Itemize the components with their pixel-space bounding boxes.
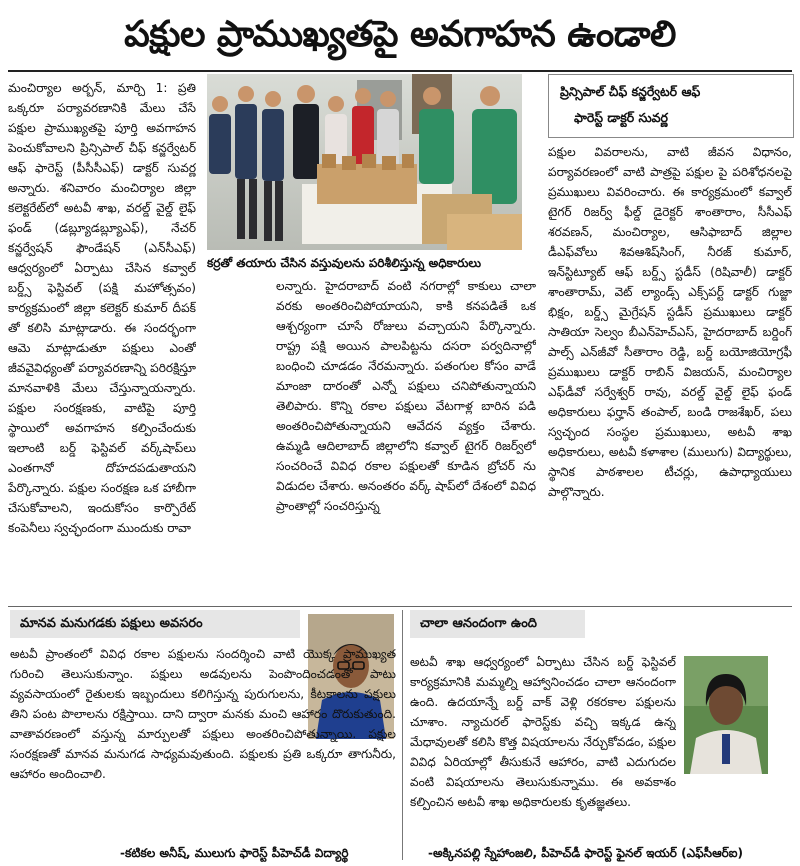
left-box-title: మానవ మనుగడకు పక్షులు అవసరం xyxy=(10,610,300,638)
article-column-2 xyxy=(276,276,536,598)
left-box-body: అటవీ ప్రాంతంలో వివిధ రకాల పక్షులను సందర్శించి వాటి యొక్క ప్రాముఖ్యత గురించి తెలుసుకున్నాం. పక్షులు అడవులను పెంపొందించడంతో పాటు వ్యవసాయంలో రైతులకు ఇబ్బందులు కలిగిస్తున్న పురుగులను, కీటకాలను పక్షులు తిని పంట పొలాలను రక్షిస్తాయి. దాని ద్వారా మనకు మంచి ఆహారం దొరుకుతుంది. వాతావరణంలో వస్తున్న మార్పులతో పక్షులు అంతరించిపోతున్నాయి. పక్షుల సంరక్షణతో మానవ మనుగడ సాధ్యమవుతుంది. పక్షులకు ప్రతి ఒక్కరూ తాగునీరు, ఆహారం అందించాలి. xyxy=(10,647,396,781)
main-photo xyxy=(207,74,522,250)
event-photo-illustration xyxy=(207,74,522,250)
left-box-signature: -కటికల అనీష్, ములుగు ఫారెస్ట్ పీహెచ్‌డీ విద్యార్థి xyxy=(120,846,349,860)
article-column-1 xyxy=(8,78,196,598)
headline-rule xyxy=(8,70,792,72)
article-column-3 xyxy=(548,142,792,602)
right-box-title: చాలా ఆనందంగా ఉంది xyxy=(410,610,585,638)
right-box-body: అటవీ శాఖ ఆధ్వర్యంలో ఏర్పాటు చేసిన బర్డ్ ఫెస్టివల్ కార్యక్రమానికి మమ్మల్ని ఆహ్వానించడం చాలా ఆనందంగా ఉంది. ఉదయాన్నే బర్డ్ వాక్ వెళ్లి రకరకాల పక్షులను చూశాం. న్యాచురల్ ఫారెస్ట్‌కు వచ్చి ఇక్కడ ఉన్న మేధావులతో కలిసి కొత్త విషయాలను నేర్చుకోవడం, పక్షుల వివిధ ఏరియాల్లో తీసుకునే ఆహారం, వాటి ఎదుగుదల వంటి విషయాలను తెలుసుకున్నాము. ఈ అవకాశం కల్పించిన అటవీ శాఖ అధికారులకు కృతజ్ఞతలు. xyxy=(410,655,676,809)
portrait-woman xyxy=(684,656,768,774)
headline: పక్షుల ప్రాముఖ్యతపై అవగాహన ఉండాలి xyxy=(124,14,676,55)
subhead-line-1: ప్రిన్సిపాల్ చీఫ్ కన్జర్వేటర్ ఆఫ్ xyxy=(560,84,701,99)
right-box-body-wrap xyxy=(410,652,676,842)
article-text-col2: లన్నారు. హైదరాబాద్ వంటి నగరాల్లో కాకులు చాలా వరకు అంతరించిపోయాయని, కాకి కనపడితే ఒక ఆశ్చర్యంగా చూసే రోజులు వచ్చాయని పేర్కొన్నారు. రాష్ట్ర పక్షి అయిన పాలపిట్టను దసరా పర్వదినాల్లో బంధించి చూడడం నేరమన్నారు. పతంగుల కోసం వాడే మాంజా దారంతో ఎన్నో పక్షులు చనిపోతున్నాయని తెలిపారు. కొన్ని రకాల పక్షులు వేటగాళ్ల బారిన పడి అంతరించిపోతున్నాయని ఆవేదన వ్యక్తం చేశారు. ఉమ్మడి ఆదిలాబాద్ జిల్లాలోని కవ్వాల్ టైగర్ రిజర్వ్‌లో సంచరించే వివిధ రకాల పక్షులతో కూడిన బ్రోచర్ ను విడుదల చేశారు. అనంతరం వర్క్ షాప్‌లో దేశంలో వివిధ ప్రాంతాల్లో సంచరిస్తున్న xyxy=(276,279,536,513)
right-box-signature: -అక్కినపల్లి స్నేహాంజలి, పీహెచ్‌డీ ఫారెస్ట్ ఫైనల్ ఇయర్ (ఎఫ్‌సీఆర్ఐ) xyxy=(428,846,743,860)
section-divider xyxy=(8,606,792,607)
subhead-line-2: ఫారెస్ట్ డాక్టర్ సువర్ణ xyxy=(574,110,668,125)
article-text-col3: పక్షుల వివరాలను, వాటి జీవన విధానం, పర్యావరణంలో వాటి పాత్రపై పక్షుల పై పరిశోధనలపై ప్రముఖులు వివరించారు. ఈ కార్యక్రమంలో కవ్వాల్ టైగర్ రిజర్వ్ ఫీల్డ్ డైరెక్టర్ శాంతారాం, సీసీఎఫ్ శరవణన్, మంచిర్యాల, ఆసిఫాబాద్ జిల్లాల డీఎఫ్‌వోలు శివఆశిష్‌సింగ్, నీరజ్ కుమార్, ఇన్‌స్టిట్యూట్ ఆఫ్ బర్డ్స్ స్టడీస్ (రిషివాలీ) డాక్టర్ శాంతారామ్, వెట్ ల్యాండ్స్ ఎక్స్‌పర్ట్ డాక్టర్ గుజ్జా భిక్షం, బర్డ్స్ మైగ్రేషన్ స్టడీస్ ప్రముఖులు డాక్టర్ సాతియా సెల్వం బీఎన్‌హెచ్‌ఎస్, హైదరాబాద్ బర్డింగ్ పాల్స్ ఎన్‌జీవో సీతారాం రెడ్డి, బర్డ్ బయోజియోగ్రఫీ ప్రముఖులు డాక్టర్ రాబిన్ విజయన్, మంచిర్యాల ఎఫ్‌డీవో సర్వేశ్వర్ రావు, వరల్డ్ వైల్డ్ లైఫ్ ఫండ్ అధికారులు ఫర్హాన్ తంపాల్, బండి రాజశేఖర్, పలు స్వచ్ఛంద సంస్థల ప్రముఖులు, అటవీ శాఖ అధికారులు, అటవీ కళాశాల (ములుగు) విద్యార్థులు, స్థానిక పాఠశాలల టీచర్లు, ఉపాధ్యాయులు పాల్గొన్నారు. xyxy=(548,145,792,499)
right-box-portrait xyxy=(684,656,768,774)
left-box-body-wrap xyxy=(10,644,396,822)
article-text-col1: మంచిర్యాల అర్బన్, మార్చి 1: ప్రతి ఒక్కరూ పర్యావరణానికి మేలు చేసే పక్షుల ప్రాముఖ్యతపై పూర్తి అవగాహన పెంచుకోవాలని ప్రిన్సిపాల్ చీఫ్ కన్జర్వేటర్ ఆఫ్ ఫారెస్ట్ (పీసీసీఎఫ్) డాక్టర్ సువర్ణ అన్నారు. శనివారం మంచిర్యాల జిల్లా కలెక్టరేట్‌లో అటవీ శాఖ, వరల్డ్ వైల్డ్ లైఫ్ ఫండ్ (డబ్ల్యూడబ్ల్యూఎఫ్), నేచర్ కన్జర్వేషన్ ఫౌండేషన్ (ఎన్‌సీఎఫ్) ఆధ్వర్యంలో ఏర్పాటు చేసిన కవ్వాల్ బర్డ్స్ ఫెస్టివల్ (పక్షి మహోత్సవం) కార్యక్రమంలో జిల్లా కలెక్టర్ కుమార్ దీపక్ తో కలిసి మాట్లాడారు. ఈ సందర్భంగా ఆమె మాట్లాడుతూ పక్షులు ఎంతో జీవవైవిధ్యంతో పర్యావరణాన్ని పరిరక్షిస్తూ మానవాళికి మేలు చేస్తున్నాయన్నారు. పక్షుల సంరక్షణకు, వాటిపై పూర్తి స్థాయిలో అవగాహన కల్పించేందుకు ఇలాంటి బర్డ్ ఫెస్టివల్ వర్క్‌షాప్‌లు ఎంతగానో దోహదపడుతాయని పేర్కొన్నారు. పక్షుల సంరక్షణ ఒక హాబీగా చేసుకోవాలని, ఇందుకోసం కార్పొరేట్ కంపెనీలు స్వచ్ఛందంగా ముందుకు రావా xyxy=(8,81,196,535)
photo-caption: కర్రతో తయారు చేసిన వస్తువులను పరిశీలిస్తున్న అధికారులు xyxy=(207,256,482,270)
box-divider xyxy=(402,610,403,860)
